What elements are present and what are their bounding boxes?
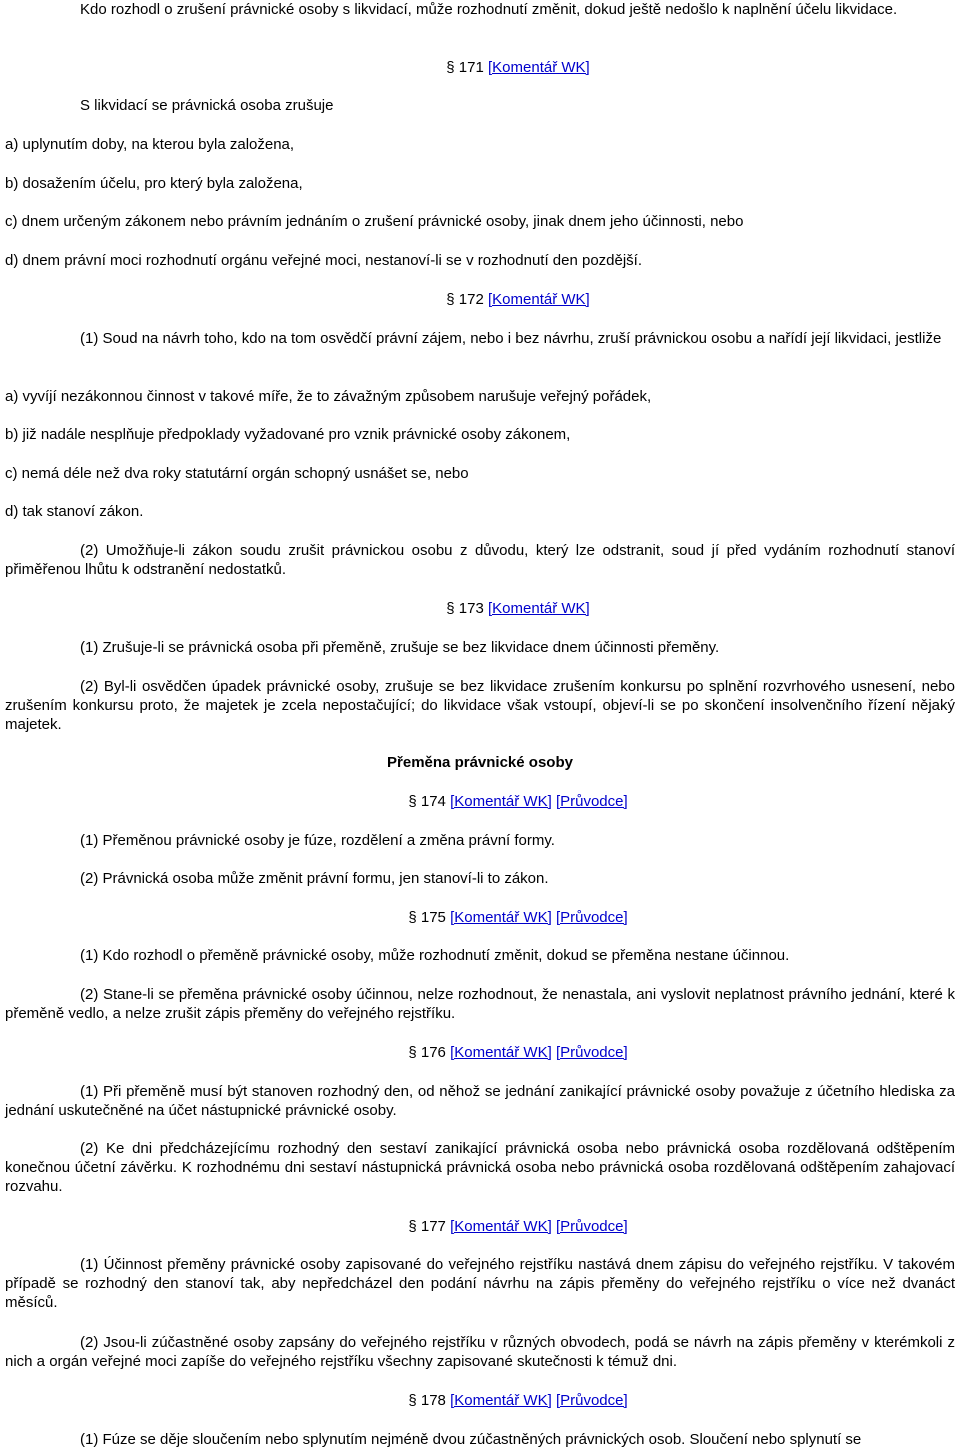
list-item-a: a) uplynutím doby, na kterou byla založena, bbox=[5, 136, 295, 153]
paragraph-1: (1) Účinnost přeměny právnické osoby zapisované do veřejného rejstříku nastává dnem zápisu do veřejného rejstříku. V takovém případě se rozhodný den stanoví tak, aby nepředcházel den podání návrhu na zápis přeměny do veřejného rejstříku o více než dvanáct měsíců. bbox=[5, 1256, 955, 1311]
section-172-heading bbox=[0, 290, 960, 309]
section-173-heading bbox=[0, 599, 960, 618]
section-176-heading bbox=[0, 1043, 960, 1062]
paragraph-1: (1) Kdo rozhodl o přeměně právnické osoby, může rozhodnutí změnit, dokud se přeměna nestane účinnou. bbox=[80, 947, 790, 964]
section-175-heading bbox=[0, 908, 960, 927]
guide-link[interactable]: [Průvodce] bbox=[555, 909, 628, 926]
guide-link[interactable]: [Průvodce] bbox=[555, 1044, 628, 1061]
section-number: § 171 bbox=[446, 59, 484, 76]
section-174-heading bbox=[0, 792, 960, 811]
paragraph-1: (1) Při přeměně musí být stanoven rozhodný den, od něhož se jednání zanikající právnické osoby považuje z účetního hlediska za jednání uskutečněné na účet nástupnické právnické osoby. bbox=[5, 1083, 955, 1119]
comment-wk-link[interactable]: [Komentář WK] bbox=[450, 909, 552, 926]
comment-wk-link[interactable]: [Komentář WK] bbox=[450, 1218, 552, 1235]
paragraph-1: (1) Soud na návrh toho, kdo na tom osvědčí právní zájem, nebo i bez návrhu, zruší právnickou osobu a nařídí její likvidaci, jestliže bbox=[80, 330, 942, 347]
guide-link[interactable]: [Průvodce] bbox=[555, 1218, 628, 1235]
section-number: § 177 bbox=[408, 1218, 446, 1235]
list-item-b: b) dosažením účelu, pro který byla založena, bbox=[5, 175, 303, 192]
paragraph-1: (1) Zrušuje-li se právnická osoba při přeměně, zrušuje se bez likvidace dnem účinnosti přeměny. bbox=[80, 639, 720, 656]
list-item-d: d) dnem právní moci rozhodnutí orgánu veřejné moci, nestanoví-li se v rozhodnutí den pozdější. bbox=[5, 252, 643, 269]
comment-wk-link[interactable]: [Komentář WK] bbox=[450, 1392, 552, 1409]
paragraph-2: (2) Jsou-li zúčastněné osoby zapsány do veřejného rejstříku v různých obvodech, podá se návrh na zápis přeměny v kterémkoli z nich a orgán veřejné moci zapíše do veřejného rejstříku všechny zapisované skutečnosti k témuž dni. bbox=[5, 1334, 955, 1370]
comment-wk-link[interactable]: [Komentář WK] bbox=[488, 291, 590, 308]
section-number: § 173 bbox=[446, 600, 484, 617]
comment-wk-link[interactable]: [Komentář WK] bbox=[488, 59, 590, 76]
comment-wk-link[interactable]: [Komentář WK] bbox=[450, 1044, 552, 1061]
continuation-paragraph: Kdo rozhodl o zrušení právnické osoby s likvidací, může rozhodnutí změnit, dokud ještě nedošlo k naplnění účelu likvidace. bbox=[80, 1, 898, 18]
paragraph-2: (2) Ke dni předcházejícímu rozhodný den sestaví zanikající právnická osoba nebo právnická osoba rozdělovaná odštěpením konečnou účetní závěrku. K rozhodnému dni sestaví nástupnická právnická osoba nebo právnická osoba rozdělovaná odštěpením zahajovací rozvahu. bbox=[5, 1140, 955, 1195]
section-171-heading bbox=[0, 58, 960, 77]
part-heading: Přeměna právnické osoby bbox=[387, 754, 573, 771]
section-177-heading bbox=[0, 1217, 960, 1236]
list-item-b: b) již nadále nesplňuje předpoklady vyžadované pro vznik právnické osoby zákonem, bbox=[5, 426, 571, 443]
section-number: § 175 bbox=[408, 909, 446, 926]
guide-link[interactable]: [Průvodce] bbox=[555, 793, 628, 810]
list-item-d: d) tak stanoví zákon. bbox=[5, 503, 144, 520]
section-number: § 172 bbox=[446, 291, 484, 308]
paragraph-2: (2) Právnická osoba může změnit právní formu, jen stanoví-li to zákon. bbox=[80, 870, 549, 887]
list-item-c: c) nemá déle než dva roky statutární orgán schopný usnášet se, nebo bbox=[5, 465, 469, 482]
comment-wk-link[interactable]: [Komentář WK] bbox=[450, 793, 552, 810]
section-number: § 176 bbox=[408, 1044, 446, 1061]
section-171-intro: S likvidací se právnická osoba zrušuje bbox=[80, 97, 334, 114]
section-number: § 174 bbox=[408, 793, 446, 810]
section-178-heading bbox=[0, 1391, 960, 1410]
paragraph-2: (2) Byl-li osvědčen úpadek právnické osoby, zrušuje se bez likvidace zrušením konkursu po splnění rozvrhového usnesení, nebo zrušením konkursu proto, že majetek je zcela nepostačující; do likvidace však vstoupí, objeví-li se po skončení insolvenčního řízení nějaký majetek. bbox=[5, 678, 955, 733]
section-number: § 178 bbox=[408, 1392, 446, 1409]
paragraph-1: (1) Fúze se děje sloučením nebo splynutím nejméně dvou zúčastněných právnických osob. Sloučení nebo splynutí se bbox=[80, 1431, 862, 1448]
paragraph-2: (2) Umožňuje-li zákon soudu zrušit právnickou osobu z důvodu, který lze odstranit, soud jí před vydáním rozhodnutí stanoví přiměřenou lhůtu k odstranění nedostatků. bbox=[5, 542, 955, 578]
list-item-a: a) vyvíjí nezákonnou činnost v takové míře, že to závažným způsobem narušuje veřejný pořádek, bbox=[5, 388, 652, 405]
comment-wk-link[interactable]: [Komentář WK] bbox=[488, 600, 590, 617]
paragraph-1: (1) Přeměnou právnické osoby je fúze, rozdělení a změna právní formy. bbox=[80, 832, 555, 849]
paragraph-2: (2) Stane-li se přeměna právnické osoby účinnou, nelze rozhodnout, že nenastala, ani vyslovit neplatnost právního jednání, které k přeměně vedlo, a nelze zrušit zápis přeměny do veřejného rejstříku. bbox=[5, 986, 955, 1022]
guide-link[interactable]: [Průvodce] bbox=[555, 1392, 628, 1409]
list-item-c: c) dnem určeným zákonem nebo právním jednáním o zrušení právnické osoby, jinak dnem jeho účinnosti, nebo bbox=[5, 213, 744, 230]
